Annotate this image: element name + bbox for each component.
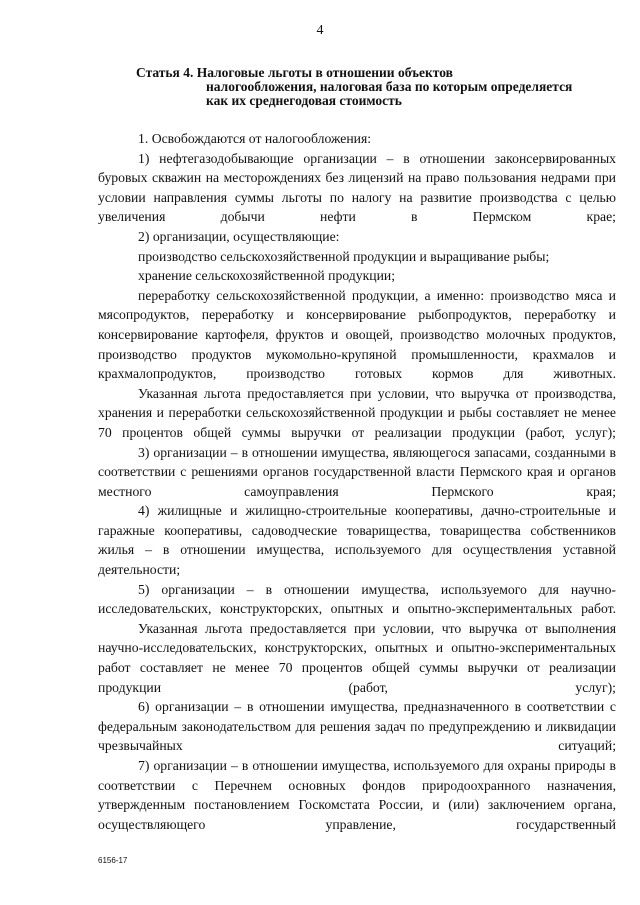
paragraph: Указанная льгота предоставляется при условии, что выручка от производства, хранения и переработки сельскохозяйственной продукции и рыбы составляет не менее 70 процентов общей суммы выручки от реализации продукции (работ, услуг); — [98, 385, 616, 440]
article-body — [98, 129, 616, 834]
document-code: 6156-17 — [98, 856, 128, 865]
page-number: 4 — [316, 23, 324, 38]
article-title-line: Статья 4. Налоговые льготы в отношении объектов — [136, 65, 453, 80]
article-title-line: как их среднегодовая стоимость — [206, 93, 402, 108]
paragraph: 5) организации – в отношении имущества, используемого для научно-исследовательских, конструкторских, опытных и опытно-экспериментальных работ. — [98, 581, 616, 617]
paragraph: переработку сельскохозяйственной продукции, а именно: производство мяса и мясопродуктов, переработку и консервирование рыбопродуктов, переработку и консервирование картофеля, фруктов и овощей, производство молочных продуктов, производство продуктов мукомольно-крупяной промышленности, крахмалов и крахмалопродуктов, производство готовых кормов для животных. — [98, 287, 616, 382]
paragraph: Указанная льгота предоставляется при условии, что выручка от выполнения научно-исследовательских, конструкторских, опытных и опытно-экспериментальных работ составляет не менее 70 процентов общей суммы выручки от реализации продукции (работ, услуг); — [98, 620, 616, 695]
paragraph: 2) организации, осуществляющие: — [138, 228, 340, 244]
article-title — [136, 66, 618, 108]
paragraph: 1) нефтегазодобывающие организации – в отношении законсервированных буровых скважин на месторождениях без лицензий на право пользования недрами при условии направления суммы льготы по налогу на развитие производства с целью увеличения добычи нефти в Пермском крае; — [98, 150, 616, 225]
paragraph: 7) организации – в отношении имущества, используемого для охраны природы в соответствии с Перечнем основных фондов природоохранного назначения, утвержденным постановлением Госкомстата России, и (или) заключением органа, осуществляющего управление, государственный — [98, 758, 616, 832]
paragraph: производство сельскохозяйственной продукции и выращивание рыбы; — [138, 248, 550, 264]
paragraph: 4) жилищные и жилищно-строительные кооперативы, дачно-строительные и гаражные кооперативы, садоводческие товарищества, товарищества собственников жилья – в отношении имущества, используемого для осуществления уставной деятельности; — [98, 503, 616, 578]
paragraph: хранение сельскохозяйственной продукции; — [138, 268, 396, 284]
paragraph: 1. Освобождаются от налогообложения: — [138, 131, 372, 146]
paragraph: 3) организации – в отношении имущества, являющегося запасами, созданными в соответствии с решениями органов государственной власти Пермского края и органов местного самоуправления Пермского края; — [98, 444, 616, 499]
article-title-line: налогообложения, налоговая база по которым определяется — [206, 79, 573, 94]
paragraph: 6) организации – в отношении имущества, предназначенного в соответствии с федеральным законодательством для решения задач по предупреждению и ликвидации чрезвычайных ситуаций; — [98, 699, 616, 754]
